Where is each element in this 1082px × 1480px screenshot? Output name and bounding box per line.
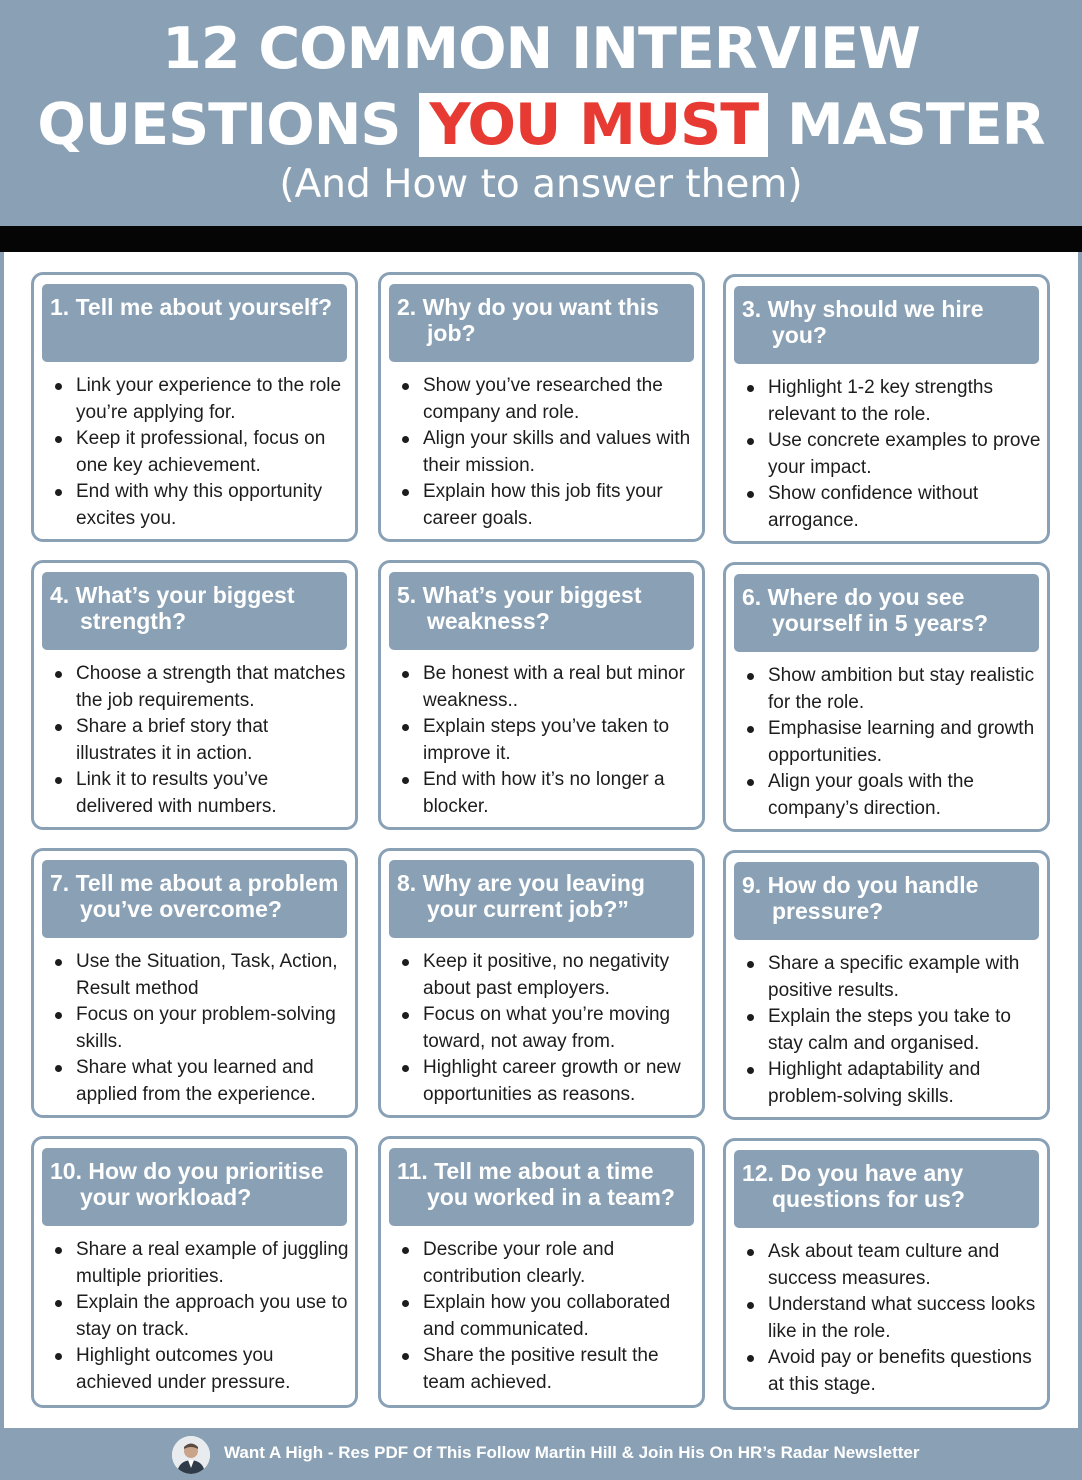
answer-tip: Share a specific example with positive results.	[742, 951, 1042, 1004]
footer	[0, 1428, 1082, 1480]
answer-tip: Keep it positive, no negativity about past employers.	[397, 949, 697, 1002]
question-title: 8. Why are you leaving your current job?”	[397, 870, 645, 922]
question-card-header	[389, 572, 694, 650]
divider-bar	[0, 226, 1082, 252]
answer-tip: Focus on what you’re moving toward, not away from.	[397, 1002, 697, 1055]
question-card	[723, 274, 1050, 544]
answer-tip: Focus on your problem-solving skills.	[50, 1002, 350, 1055]
question-card	[723, 1138, 1050, 1410]
answer-tip: Emphasise learning and growth opportunities.	[742, 716, 1042, 769]
answer-tip: Link it to results you’ve delivered with numbers.	[50, 767, 350, 820]
question-title: 7. Tell me about a problem you’ve overcome?	[50, 870, 339, 922]
question-card-header	[42, 1148, 347, 1226]
question-title: 5. What’s your biggest weakness?	[397, 582, 642, 634]
title-line-1: 12 COMMON INTERVIEW	[162, 16, 920, 82]
question-title: 10. How do you prioritise your workload?	[50, 1158, 324, 1210]
answer-tips-list	[397, 949, 697, 1108]
answer-tips-list	[50, 373, 350, 532]
answer-tip: Show ambition but stay realistic for the role.	[742, 663, 1042, 716]
question-card	[31, 560, 358, 830]
answer-tip: Explain the approach you use to stay on track.	[50, 1290, 350, 1343]
answer-tip: Be honest with a real but minor weakness..	[397, 661, 697, 714]
answer-tip: Use concrete examples to prove your impact.	[742, 428, 1042, 481]
header	[0, 0, 1082, 228]
answer-tip: Highlight 1-2 key strengths relevant to the role.	[742, 375, 1042, 428]
answer-tips-list	[742, 1239, 1042, 1398]
question-card-header	[42, 860, 347, 938]
answer-tip: Explain how you collaborated and communicated.	[397, 1290, 697, 1343]
subtitle: (And How to answer them)	[279, 162, 803, 207]
title-highlight: YOU MUST	[419, 93, 768, 157]
question-card	[378, 848, 705, 1118]
question-card-header	[42, 284, 347, 362]
question-title: 9. How do you handle pressure?	[742, 872, 979, 924]
title-line-2-end: MASTER	[786, 92, 1045, 158]
answer-tip: Highlight adaptability and problem-solving skills.	[742, 1057, 1042, 1110]
answer-tip: Align your goals with the company’s direction.	[742, 769, 1042, 822]
question-card	[378, 560, 705, 830]
answer-tips-list	[50, 1237, 350, 1396]
question-title: 12. Do you have any questions for us?	[742, 1160, 965, 1212]
question-card	[378, 1136, 705, 1408]
answer-tip: Explain how this job fits your career goals.	[397, 479, 697, 532]
answer-tips-list	[397, 373, 697, 532]
question-title: 11. Tell me about a time you worked in a team?	[397, 1158, 675, 1210]
title-line-2	[0, 92, 1082, 158]
question-card-header	[734, 1150, 1039, 1228]
question-card-header	[42, 572, 347, 650]
answer-tips-list	[50, 661, 350, 820]
answer-tip: Explain steps you’ve taken to improve it.	[397, 714, 697, 767]
answer-tips-list	[397, 661, 697, 820]
question-card	[31, 1136, 358, 1408]
question-card-header	[389, 860, 694, 938]
answer-tips-list	[742, 375, 1042, 534]
answer-tip: Share a real example of juggling multiple priorities.	[50, 1237, 350, 1290]
answer-tips-list	[397, 1237, 697, 1396]
answer-tip: Share what you learned and applied from the experience.	[50, 1055, 350, 1108]
avatar-person-icon	[172, 1436, 210, 1474]
answer-tips-list	[50, 949, 350, 1108]
question-card	[31, 848, 358, 1118]
answer-tip: End with why this opportunity excites you.	[50, 479, 350, 532]
answer-tip: Highlight career growth or new opportunities as reasons.	[397, 1055, 697, 1108]
answer-tip: Align your skills and values with their mission.	[397, 426, 697, 479]
answer-tip: Ask about team culture and success measures.	[742, 1239, 1042, 1292]
answer-tip: Share a brief story that illustrates it in action.	[50, 714, 350, 767]
answer-tip: Understand what success looks like in the role.	[742, 1292, 1042, 1345]
answer-tip: Show confidence without arrogance.	[742, 481, 1042, 534]
answer-tip: Show you’ve researched the company and role.	[397, 373, 697, 426]
answer-tip: Keep it professional, focus on one key achievement.	[50, 426, 350, 479]
question-card	[378, 272, 705, 542]
question-card-header	[734, 286, 1039, 364]
question-title: 4. What’s your biggest strength?	[50, 582, 295, 634]
answer-tip: Describe your role and contribution clearly.	[397, 1237, 697, 1290]
question-title: 2. Why do you want this job?	[397, 294, 659, 346]
answer-tips-list	[742, 951, 1042, 1110]
question-card	[723, 562, 1050, 832]
question-card-header	[389, 1148, 694, 1226]
question-card	[723, 850, 1050, 1120]
answer-tip: Highlight outcomes you achieved under pressure.	[50, 1343, 350, 1396]
footer-cta-text: Want A High - Res PDF Of This Follow Martin Hill & Join His On HR’s Radar Newsletter	[224, 1443, 920, 1462]
question-card	[31, 272, 358, 542]
question-card-header	[389, 284, 694, 362]
question-title: 1. Tell me about yourself?	[50, 294, 333, 320]
question-card-header	[734, 574, 1039, 652]
answer-tips-list	[742, 663, 1042, 822]
answer-tip: End with how it’s no longer a blocker.	[397, 767, 697, 820]
answer-tip: Use the Situation, Task, Action, Result method	[50, 949, 350, 1002]
question-title: 3. Why should we hire you?	[742, 296, 984, 348]
answer-tip: Link your experience to the role you’re applying for.	[50, 373, 350, 426]
answer-tip: Avoid pay or benefits questions at this stage.	[742, 1345, 1042, 1398]
answer-tip: Choose a strength that matches the job requirements.	[50, 661, 350, 714]
answer-tip: Explain the steps you take to stay calm and organised.	[742, 1004, 1042, 1057]
author-avatar	[172, 1436, 210, 1474]
question-card-header	[734, 862, 1039, 940]
question-title: 6. Where do you see yourself in 5 years?	[742, 584, 989, 636]
title-line-2-start: QUESTIONS	[37, 92, 401, 158]
answer-tip: Share the positive result the team achieved.	[397, 1343, 697, 1396]
